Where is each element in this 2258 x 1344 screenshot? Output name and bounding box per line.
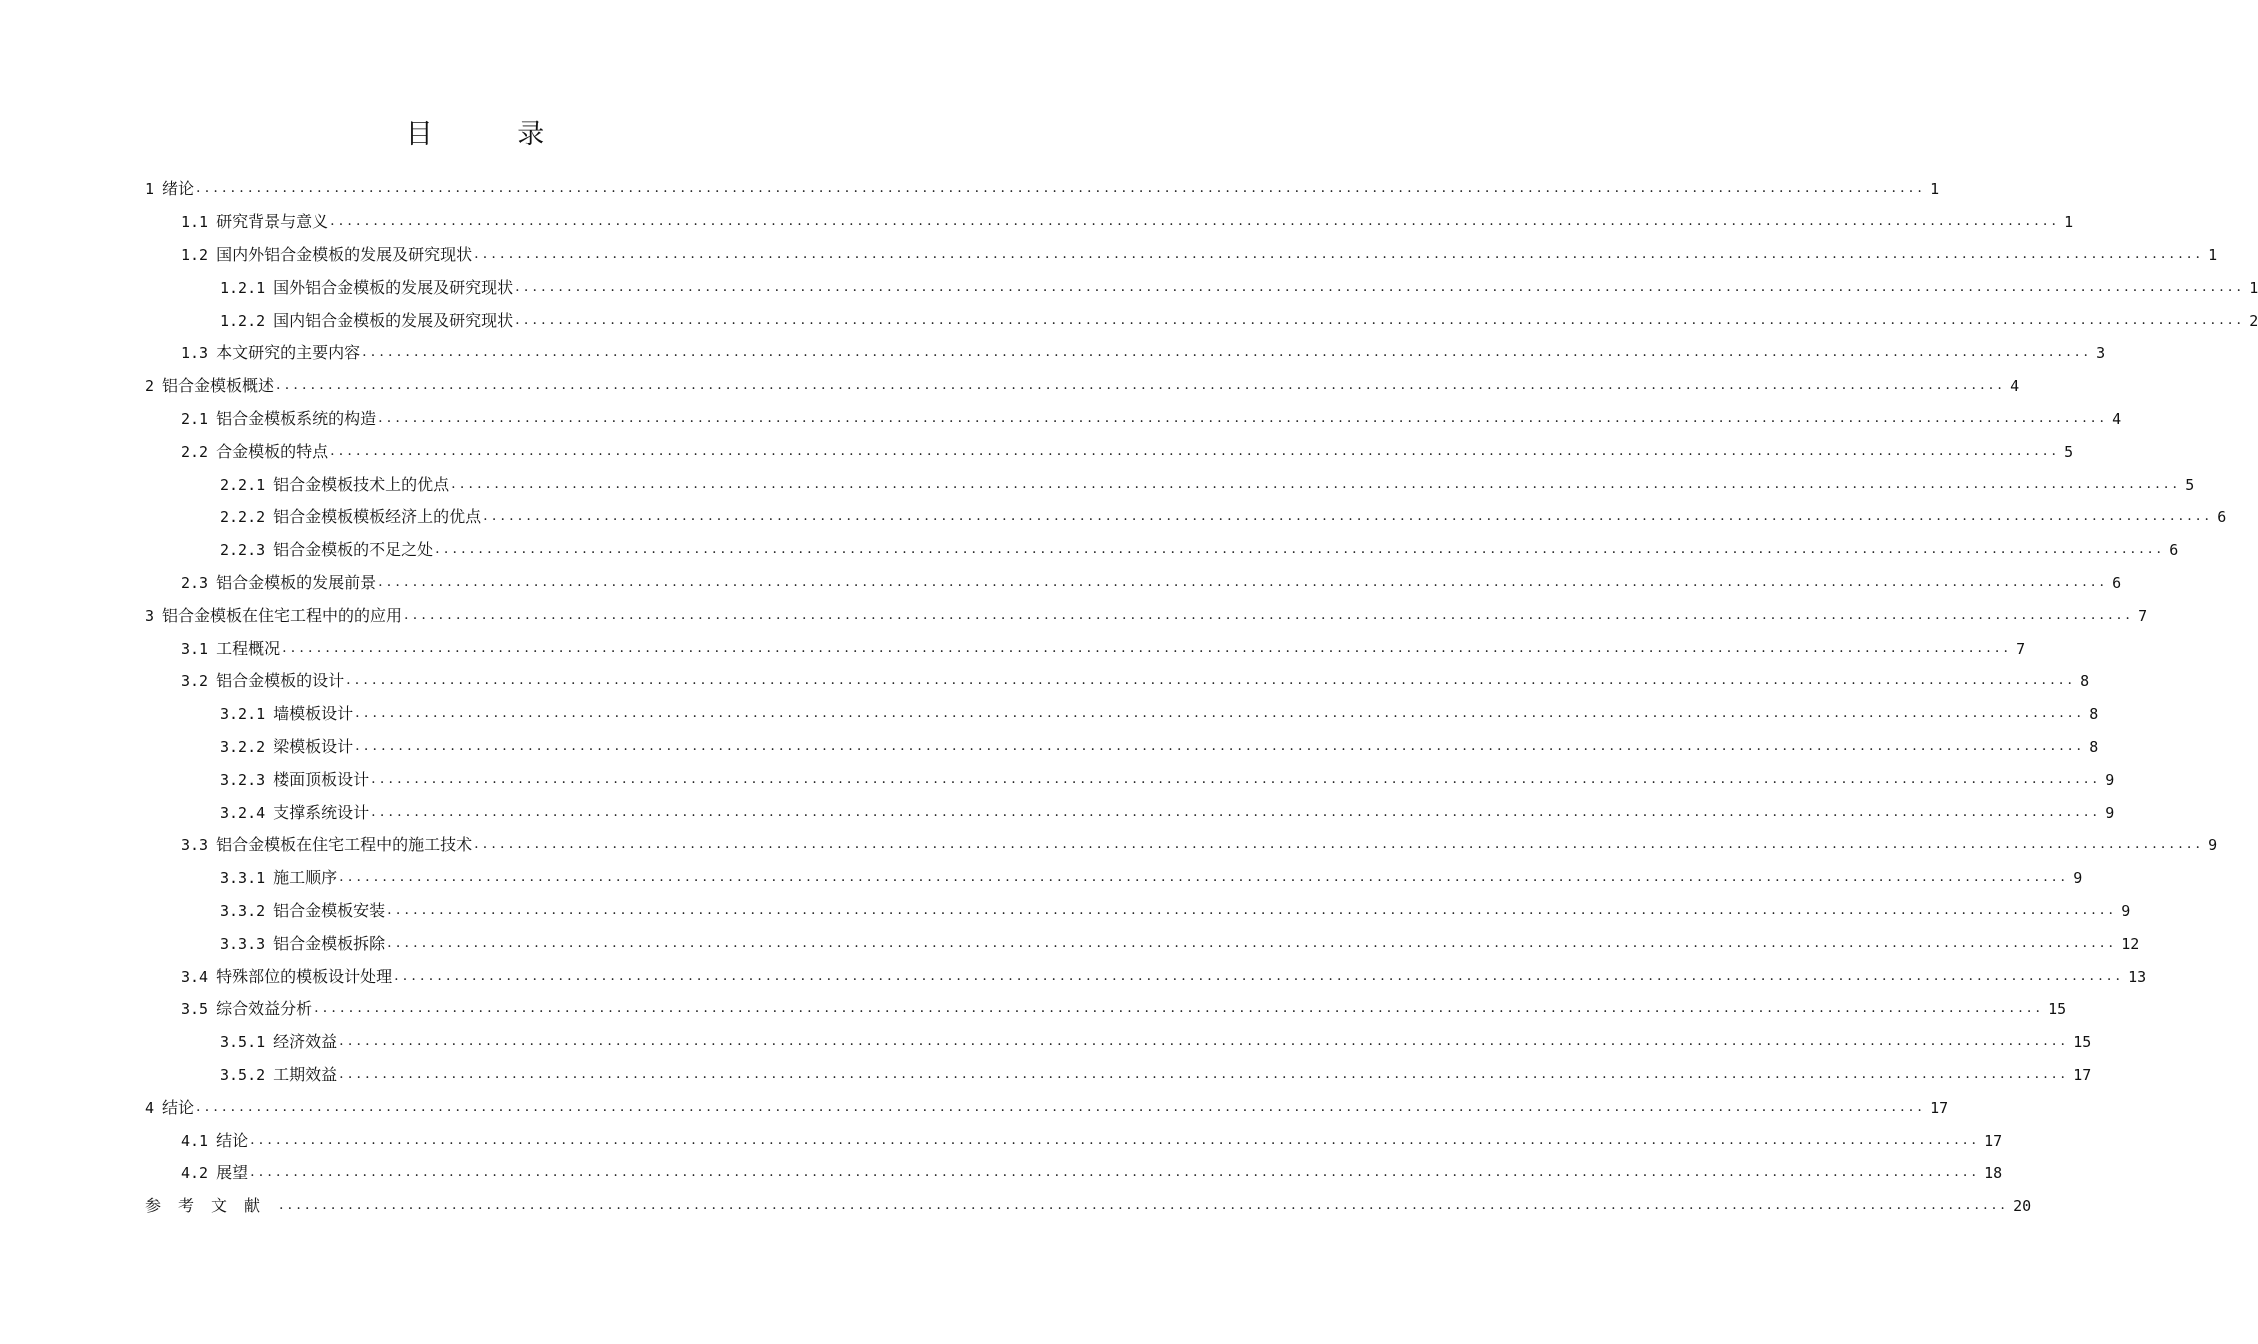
toc-entry-number: 1.1 xyxy=(181,213,209,232)
toc-dot-leader: ........................................................................................................................................................................................................ xyxy=(330,213,2061,230)
toc-entry-number: 3.2 xyxy=(181,672,209,691)
toc-entry-title: 支撑系统设计 xyxy=(273,802,370,822)
toc-entry-number: 4.2 xyxy=(181,1164,209,1183)
toc-entry-title: 合金模板的特点 xyxy=(216,441,329,461)
toc-entry[interactable] xyxy=(145,960,2147,993)
toc-entry-title: 楼面顶板设计 xyxy=(273,769,370,789)
toc-entry[interactable] xyxy=(145,206,2074,239)
toc-entry-title: 铝合金模板在住宅工程中的的应用 xyxy=(162,605,403,625)
toc-entry[interactable] xyxy=(145,862,2083,895)
toc-dot-leader: ........................................................................................................................................................................................................ xyxy=(483,508,2214,525)
toc-entry-number: 3.2.2 xyxy=(220,737,266,756)
toc-entry-number: 1.2.2 xyxy=(220,311,266,330)
toc-entry-page-number: 3 xyxy=(2096,344,2106,363)
toc-entry-page-number: 8 xyxy=(2089,705,2099,724)
toc-entry-title: 国外铝合金模板的发展及研究现状 xyxy=(273,277,514,297)
toc-dot-leader: ........................................................................................................................................................................................................ xyxy=(451,475,2182,492)
toc-entry[interactable] xyxy=(145,796,2115,829)
toc-entry-number: 3.3 xyxy=(181,836,209,855)
toc-entry-number: 3.3.1 xyxy=(220,869,266,888)
toc-entry-number: 1.3 xyxy=(181,344,209,363)
toc-dot-leader: ........................................................................................................................................................................................................ xyxy=(515,311,2246,328)
toc-entry-number: 3.5 xyxy=(181,1000,209,1019)
toc-dot-leader: ........................................................................................................................................................................................................ xyxy=(339,1033,2070,1050)
toc-entry-title: 结论 xyxy=(216,1130,249,1150)
toc-entry-page-number: 8 xyxy=(2080,672,2090,691)
toc-entry-title: 铝合金模板安装 xyxy=(273,900,386,920)
toc-entry-title: 施工顺序 xyxy=(273,868,338,888)
toc-entry-number: 3 xyxy=(145,606,155,625)
toc-entry-page-number: 1 xyxy=(2249,278,2258,297)
toc-entry[interactable] xyxy=(145,829,2218,862)
toc-entry-title: 国内外铝合金模板的发展及研究现状 xyxy=(216,244,473,264)
toc-entry-title: 铝合金模板在住宅工程中的施工技术 xyxy=(216,835,473,855)
toc-entry-title: 铝合金模板的不足之处 xyxy=(273,540,434,560)
toc-entry[interactable] xyxy=(145,1026,2092,1059)
toc-entry-page-number: 6 xyxy=(2112,573,2122,592)
toc-entry-page-number: 9 xyxy=(2105,770,2115,789)
toc-dot-leader: ........................................................................................................................................................................................................ xyxy=(371,770,2102,787)
toc-entry[interactable] xyxy=(145,763,2115,796)
toc-entry-title: 国内铝合金模板的发展及研究现状 xyxy=(273,310,514,330)
toc-entry-number: 2.3 xyxy=(181,573,209,592)
toc-entry-page-number: 18 xyxy=(1984,1164,2003,1183)
toc-entry-page-number: 1 xyxy=(2064,213,2074,232)
toc-entry-page-number: 7 xyxy=(2016,639,2026,658)
toc-entry-number: 3.1 xyxy=(181,639,209,658)
toc-dot-leader: ........................................................................................................................................................................................................ xyxy=(378,573,2109,590)
toc-entry-number: 2.2.3 xyxy=(220,541,266,560)
toc-entry-number: 3.4 xyxy=(181,967,209,986)
toc-entry-title: 经济效益 xyxy=(273,1032,338,1052)
toc-entry-number: 4.1 xyxy=(181,1131,209,1150)
toc-entry-title: 综合效益分析 xyxy=(216,999,313,1019)
toc-entry-number: 1.2.1 xyxy=(220,278,266,297)
toc-entry-page-number: 5 xyxy=(2185,475,2195,494)
toc-dot-leader: ........................................................................................................................................................................................................ xyxy=(339,1065,2070,1082)
toc-entry-page-number: 6 xyxy=(2169,541,2179,560)
toc-entry[interactable] xyxy=(145,895,2131,928)
toc-entry-number: 2.2.2 xyxy=(220,508,266,527)
toc-entry-page-number: 6 xyxy=(2217,508,2227,527)
toc-entry-number: 1.2 xyxy=(181,245,209,264)
toc-entry-page-number: 9 xyxy=(2105,803,2115,822)
toc-entry-page-number: 4 xyxy=(2112,409,2122,428)
toc-dot-leader: ........................................................................................................................................................................................................ xyxy=(355,737,2086,754)
toc-entry-number: 2.1 xyxy=(181,409,209,428)
toc-list xyxy=(145,173,2258,1223)
toc-dot-leader: ........................................................................................................................................................................................................ xyxy=(250,1131,1981,1148)
toc-entry[interactable] xyxy=(145,632,2026,665)
toc-entry-page-number: 4 xyxy=(2010,377,2020,396)
toc-entry-title: 铝合金模板拆除 xyxy=(273,933,386,953)
toc-entry-title: 铝合金模板的发展前景 xyxy=(216,572,377,592)
toc-dot-leader: ........................................................................................................................................................................................................ xyxy=(474,245,2205,262)
toc-entry-title: 研究背景与意义 xyxy=(216,212,329,232)
toc-title: 目 录 xyxy=(405,119,583,150)
toc-entry-number: 4 xyxy=(145,1098,155,1117)
toc-entry[interactable] xyxy=(145,468,2195,501)
toc-dot-leader: ........................................................................................................................................................................................................ xyxy=(387,934,2118,951)
toc-entry-page-number: 15 xyxy=(2048,1000,2067,1019)
toc-entry-number: 2 xyxy=(145,377,155,396)
toc-dot-leader: ........................................................................................................................................................................................................ xyxy=(196,180,1927,197)
toc-entry[interactable] xyxy=(145,599,2148,632)
toc-entry-page-number: 5 xyxy=(2064,442,2074,461)
toc-entry[interactable] xyxy=(145,567,2122,600)
toc-entry[interactable] xyxy=(145,927,2140,960)
toc-dot-leader: ........................................................................................................................................................................................................ xyxy=(371,803,2102,820)
toc-entry-number: 3.2.1 xyxy=(220,705,266,724)
toc-entry-page-number: 20 xyxy=(2013,1197,2032,1216)
toc-entry[interactable] xyxy=(145,337,2106,370)
toc-dot-leader: ........................................................................................................................................................................................................ xyxy=(330,442,2061,459)
toc-entry-page-number: 1 xyxy=(2208,245,2218,264)
toc-entry-page-number: 8 xyxy=(2089,737,2099,756)
toc-dot-leader: ........................................................................................................................................................................................................ xyxy=(387,901,2118,918)
toc-entry[interactable] xyxy=(145,271,2258,304)
toc-entry-title: 梁模板设计 xyxy=(273,736,354,756)
toc-entry-title: 铝合金模板系统的构造 xyxy=(216,408,377,428)
toc-entry-page-number: 9 xyxy=(2208,836,2218,855)
toc-entry[interactable] xyxy=(145,534,2179,567)
toc-entry[interactable] xyxy=(145,435,2074,468)
toc-entry[interactable] xyxy=(145,304,2258,337)
toc-entry-page-number: 15 xyxy=(2073,1033,2092,1052)
toc-entry-page-number: 17 xyxy=(1984,1131,2003,1150)
toc-entry[interactable] xyxy=(145,173,1940,206)
toc-dot-leader: ........................................................................................................................................................................................................ xyxy=(250,1164,1981,1181)
toc-entry-number: 1 xyxy=(145,180,155,199)
toc-dot-leader: ........................................................................................................................................................................................................ xyxy=(404,606,2135,623)
toc-entry-title: 特殊部位的模板设计处理 xyxy=(216,966,393,986)
toc-entry[interactable] xyxy=(145,1059,2092,1092)
toc-entry-number: 3.2.4 xyxy=(220,803,266,822)
toc-entry[interactable] xyxy=(145,501,2227,534)
toc-entry[interactable] xyxy=(145,1124,2003,1157)
toc-dot-leader: ........................................................................................................................................................................................................ xyxy=(355,705,2086,722)
toc-entry[interactable] xyxy=(145,993,2067,1026)
toc-entry[interactable] xyxy=(145,731,2099,764)
toc-entry-number: 3.2.3 xyxy=(220,770,266,789)
toc-entry-title: 工期效益 xyxy=(273,1064,338,1084)
toc-entry[interactable] xyxy=(145,239,2218,272)
toc-entry-page-number: 12 xyxy=(2121,934,2140,953)
toc-entry-page-number: 17 xyxy=(2073,1065,2092,1084)
toc-entry-number: 3.5.2 xyxy=(220,1065,266,1084)
toc-dot-leader: ........................................................................................................................................................................................................ xyxy=(378,409,2109,426)
toc-dot-leader: ........................................................................................................................................................................................................ xyxy=(314,1000,2045,1017)
toc-dot-leader: ........................................................................................................................................................................................................ xyxy=(394,967,2125,984)
toc-dot-leader: ........................................................................................................................................................................................................ xyxy=(276,377,2007,394)
toc-entry-page-number: 9 xyxy=(2073,869,2083,888)
toc-dot-leader: ........................................................................................................................................................................................................ xyxy=(346,672,2077,689)
toc-dot-leader: ........................................................................................................................................................................................................ xyxy=(515,278,2246,295)
toc-entry[interactable] xyxy=(145,370,2020,403)
toc-entry-title: 结论 xyxy=(162,1097,195,1117)
toc-entry[interactable] xyxy=(145,403,2122,436)
toc-entry-page-number: 17 xyxy=(1930,1098,1949,1117)
toc-entry-title: 工程概况 xyxy=(216,638,281,658)
toc-entry[interactable] xyxy=(145,1091,1949,1124)
toc-entry-number: 3.5.1 xyxy=(220,1033,266,1052)
toc-dot-leader: ........................................................................................................................................................................................................ xyxy=(435,541,2166,558)
toc-entry-page-number: 7 xyxy=(2138,606,2148,625)
toc-entry-title: 铝合金模板的设计 xyxy=(216,671,345,691)
toc-dot-leader: ........................................................................................................................................................................................................ xyxy=(339,869,2070,886)
toc-dot-leader: ........................................................................................................................................................................................................ xyxy=(279,1197,2010,1214)
toc-entry[interactable] xyxy=(145,1190,2032,1223)
toc-entry-page-number: 2 xyxy=(2249,311,2258,330)
toc-dot-leader: ........................................................................................................................................................................................................ xyxy=(362,344,2093,361)
toc-entry[interactable] xyxy=(145,1157,2003,1190)
toc-entry-page-number: 9 xyxy=(2121,901,2131,920)
toc-dot-leader: ........................................................................................................................................................................................................ xyxy=(196,1098,1927,1115)
toc-entry-title: 铝合金模板概述 xyxy=(162,376,275,396)
toc-entry-title: 展望 xyxy=(216,1163,249,1183)
toc-dot-leader: ........................................................................................................................................................................................................ xyxy=(282,639,2013,656)
toc-dot-leader: ........................................................................................................................................................................................................ xyxy=(474,836,2205,853)
toc-entry-title: 铝合金模板模板经济上的优点 xyxy=(273,507,482,527)
toc-entry-title: 参考文献 xyxy=(145,1196,278,1216)
toc-entry-title: 绪论 xyxy=(162,179,195,199)
toc-entry-title: 本文研究的主要内容 xyxy=(216,343,361,363)
toc-entry[interactable] xyxy=(145,665,2090,698)
toc-entry-number: 3.3.3 xyxy=(220,934,266,953)
toc-entry[interactable] xyxy=(145,698,2099,731)
toc-entry-number: 2.2 xyxy=(181,442,209,461)
toc-entry-title: 铝合金模板技术上的优点 xyxy=(273,474,450,494)
toc-entry-page-number: 1 xyxy=(1930,180,1940,199)
toc-entry-title: 墙模板设计 xyxy=(273,704,354,724)
toc-entry-number: 2.2.1 xyxy=(220,475,266,494)
toc-entry-number: 3.3.2 xyxy=(220,901,266,920)
toc-entry-page-number: 13 xyxy=(2128,967,2147,986)
